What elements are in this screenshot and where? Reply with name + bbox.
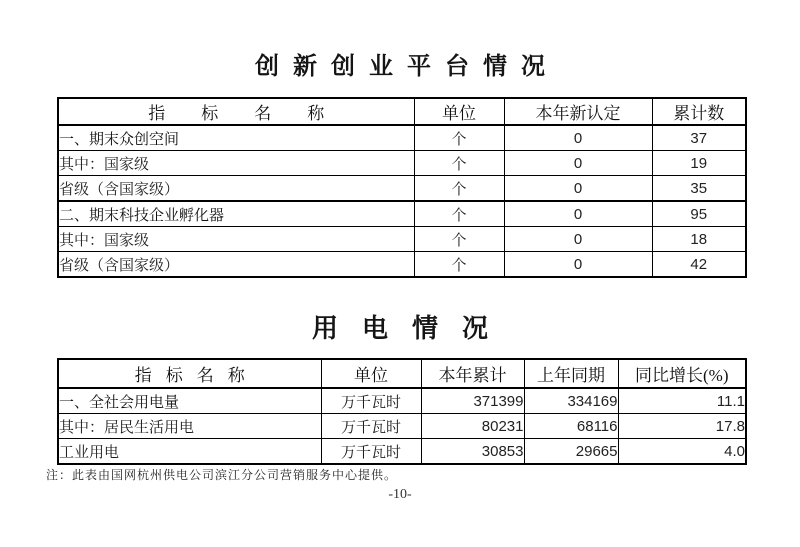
table-source-footnote: 注：此表由国网杭州供电公司滨江分公司营销服务中心提供。 — [46, 468, 398, 482]
header-cumulative: 累计数 — [652, 98, 746, 125]
header-previous-year: 上年同期 — [524, 359, 618, 388]
indicator-label: 省级（含国家级） — [58, 176, 414, 202]
newly-recognized-cell: 0 — [504, 176, 652, 202]
previous-year-cell: 334169 — [524, 388, 618, 414]
current-year-cell: 371399 — [421, 388, 524, 414]
unit-cell: 万千瓦时 — [321, 414, 421, 439]
platform-table-header-row — [58, 98, 746, 125]
header-growth: 同比增长(%) — [618, 359, 746, 388]
table-row — [58, 252, 746, 278]
indicator-label: 二、期末科技企业孵化器 — [58, 201, 414, 227]
previous-year-cell: 29665 — [524, 439, 618, 465]
header-indicator-name: 指标名称 — [58, 359, 321, 388]
electricity-table — [57, 358, 747, 465]
unit-cell: 个 — [414, 176, 504, 202]
platform-table — [57, 97, 747, 278]
cumulative-cell: 35 — [652, 176, 746, 202]
cumulative-cell: 42 — [652, 252, 746, 278]
header-unit: 单位 — [321, 359, 421, 388]
unit-cell: 万千瓦时 — [321, 388, 421, 414]
unit-cell: 个 — [414, 125, 504, 151]
cumulative-cell: 95 — [652, 201, 746, 227]
table-row — [58, 176, 746, 202]
current-year-cell: 30853 — [421, 439, 524, 465]
header-unit: 单位 — [414, 98, 504, 125]
indicator-label: 省级（含国家级） — [58, 252, 414, 278]
indicator-label: 其中：国家级 — [58, 151, 414, 176]
current-year-cell: 80231 — [421, 414, 524, 439]
indicator-label: 一、全社会用电量 — [58, 388, 321, 414]
electricity-section-title: 用电情况 — [311, 314, 512, 343]
table-row — [58, 388, 746, 414]
indicator-label: 其中：居民生活用电 — [58, 414, 321, 439]
table-row — [58, 414, 746, 439]
newly-recognized-cell: 0 — [504, 151, 652, 176]
unit-cell: 万千瓦时 — [321, 439, 421, 465]
indicator-label: 一、期末众创空间 — [58, 125, 414, 151]
platform-section-title: 创新创业平台情况 — [255, 54, 559, 80]
header-indicator-name: 指标名称 — [58, 98, 414, 125]
cumulative-cell: 37 — [652, 125, 746, 151]
electricity-table-header-row — [58, 359, 746, 388]
previous-year-cell: 68116 — [524, 414, 618, 439]
unit-cell: 个 — [414, 252, 504, 278]
table-row — [58, 151, 746, 176]
unit-cell: 个 — [414, 151, 504, 176]
growth-cell: 11.1 — [618, 388, 746, 414]
newly-recognized-cell: 0 — [504, 252, 652, 278]
table-row — [58, 125, 746, 151]
growth-cell: 4.0 — [618, 439, 746, 465]
table-row — [58, 201, 746, 227]
newly-recognized-cell: 0 — [504, 201, 652, 227]
page-number: -10- — [388, 487, 412, 502]
cumulative-cell: 18 — [652, 227, 746, 252]
cumulative-cell: 19 — [652, 151, 746, 176]
header-newly-recognized: 本年新认定 — [504, 98, 652, 125]
table-row — [58, 227, 746, 252]
growth-cell: 17.8 — [618, 414, 746, 439]
newly-recognized-cell: 0 — [504, 125, 652, 151]
indicator-label: 其中：国家级 — [58, 227, 414, 252]
header-current-year: 本年累计 — [421, 359, 524, 388]
unit-cell: 个 — [414, 201, 504, 227]
table-row — [58, 439, 746, 465]
newly-recognized-cell: 0 — [504, 227, 652, 252]
unit-cell: 个 — [414, 227, 504, 252]
indicator-label: 工业用电 — [58, 439, 321, 465]
